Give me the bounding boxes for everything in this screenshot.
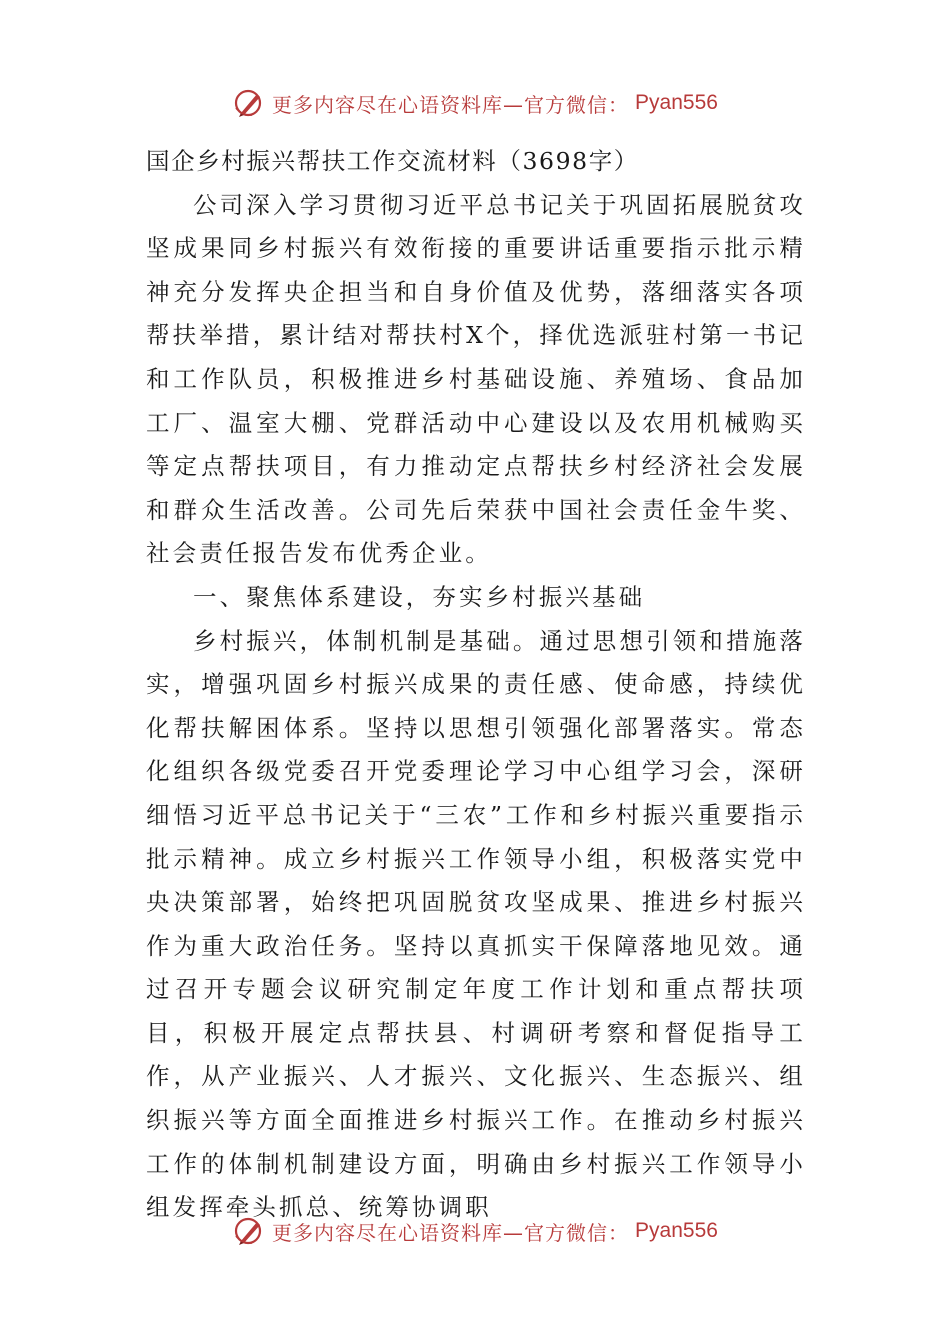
header-watermark (0, 86, 950, 120)
watermark-wechat-id: Pyan556 (635, 1219, 718, 1242)
watermark-text: 更多内容尽在心语资料库—官方微信： (272, 92, 630, 117)
watermark-wechat-id: Pyan556 (635, 91, 718, 114)
paragraph-intro: 公司深入学习贯彻习近平总书记关于巩固拓展脱贫攻坚成果同乡村振兴有效衔接的重要讲话重要指示批示精神充分发挥央企担当和自身价值及优势，落细落实各项帮扶举措，累计结对帮扶村X个，择优选派驻村第一书记和工作队员，积极推进乡村基础设施、养殖场、食品加工厂、温室大棚、党群活动中心建设以及农用机械购买等定点帮扶项目，有力推动定点帮扶乡村经济社会发展和群众生活改善。公司先后荣获中国社会责任金牛奖、社会责任报告发布优秀企业。 (146, 190, 806, 568)
footer-watermark (0, 1214, 950, 1248)
document-title: 国企乡村振兴帮扶工作交流材料（3698字） (146, 147, 639, 175)
pen-circle-logo-icon (232, 1214, 266, 1248)
section-heading-1: 一、聚焦体系建设，夯实乡村振兴基础 (193, 582, 646, 611)
pen-circle-logo-icon (232, 86, 266, 120)
document-body (146, 140, 806, 1230)
paragraph-section-1: 乡村振兴，体制机制是基础。通过思想引领和措施落实，增强巩固乡村振兴成果的责任感、使命感，持续优化帮扶解困体系。坚持以思想引领强化部署落实。常态化组织各级党委召开党委理论学习中心组学习会，深研细悟习近平总书记关于“三农”工作和乡村振兴重要指示批示精神。成立乡村振兴工作领导小组，积极落实党中央决策部署，始终把巩固脱贫攻坚成果、推进乡村振兴作为重大政治任务。坚持以真抓实干保障落地见效。通过召开专题会议研究制定年度工作计划和重点帮扶项目，积极开展定点帮扶县、村调研考察和督促指导工作，从产业振兴、人才振兴、文化振兴、生态振兴、组织振兴等方面全面推进乡村振兴工作。在推动乡村振兴工作的体制机制建设方面，明确由乡村振兴工作领导小组发挥牵头抓总、统筹协调职 (146, 626, 806, 1222)
watermark-text: 更多内容尽在心语资料库—官方微信： (272, 1220, 630, 1245)
